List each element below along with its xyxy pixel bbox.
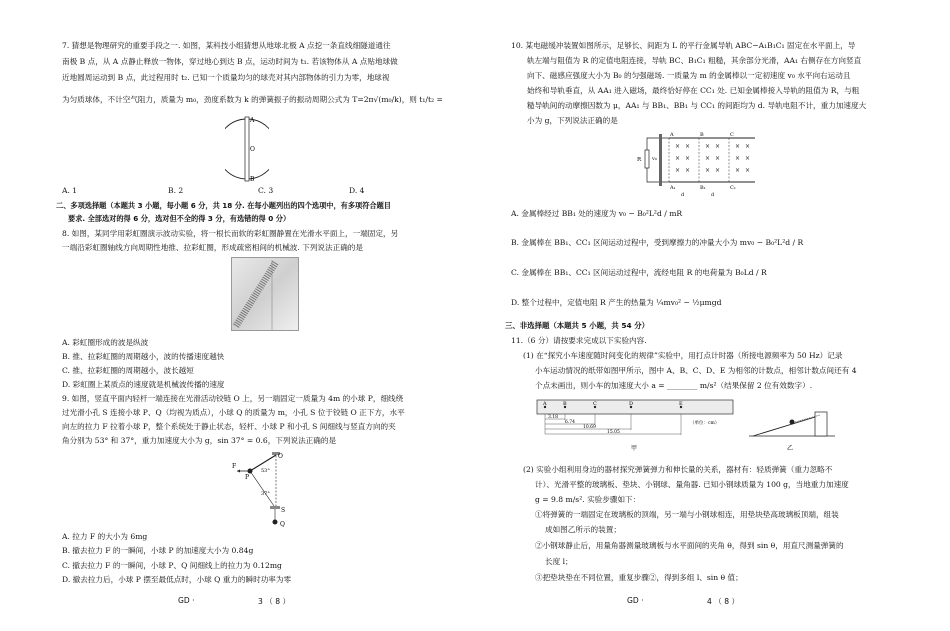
q10-rail-figure: [635, 130, 759, 198]
tape-dist-1: 3.18: [548, 415, 559, 420]
q9-figure: [228, 450, 288, 530]
q11-part2-line-8: ③把垫块垫在不同位置，重复步骤②，得到多组 l、sin θ 值；: [535, 573, 743, 582]
thread: [250, 471, 274, 506]
fig10-label-c1: C₁: [730, 185, 736, 191]
q9-line-1: 9. 如图，竖直平面内轻杆一端连接在光滑活动铰链 O 上，另一端固定一质量为 4m 的小球 P，细线绕: [62, 394, 404, 403]
q7-line-2: 南极 B 点，从 A 点静止释放一物体，穿过地心到达 B 点，运动时间为 t₁. 若该物体从 A 点贴地球做: [62, 57, 398, 66]
q10-line-1: 10. 某电磁缓冲装置如图所示，足够长、间距为 L 的平行金属导轨 ABC−A₁B₁C₁ 固定在水平面上，导: [511, 41, 856, 50]
tape-label-a: A: [543, 401, 547, 407]
q10-line-5: 糙导轨间的动摩擦因数为 μ，AA₁ 与 BB₁、BB₁ 与 CC₁ 的间距均为 d. 导轨电阻不计，重力加速度大: [527, 101, 867, 110]
glass-board: [753, 414, 825, 436]
svg-text:×: ×: [685, 143, 691, 150]
q11-line-4: 个点未画出，则小车的加速度大小 a = ________ m/s²（结果保留 2 位有效数字）.: [535, 381, 813, 390]
svg-text:×: ×: [715, 143, 721, 150]
svg-text:×: ×: [705, 155, 711, 162]
q8-slinky-photo: [231, 257, 299, 331]
fig9-label-s: S: [281, 507, 286, 514]
tape-label-c: C: [593, 401, 597, 407]
q11-part2-line-1: (2) 实验小组利用身边的器材探究弹簧弹力和伸长量的关系，器材有：轻质弹簧（重力忽略不: [523, 465, 833, 474]
svg-text:×: ×: [705, 143, 711, 150]
q10-option-b: B. 金属棒在 BB₁、CC₁ 区间运动过程中，受到摩擦力的冲量大小为 mv₀ − B₀²L²d / R: [511, 238, 804, 247]
q10-line-6: 小为 g，下列说法正确的是: [527, 116, 618, 125]
svg-text:×: ×: [675, 143, 681, 150]
q7-line-3: 近地圆周运动到 B 点，此过程用时 t₂. 已知一个质量均匀的球壳对其内部物体的引力为零，地球视: [62, 73, 390, 82]
fig10-label-c: C: [730, 132, 734, 138]
q9-option-c: C. 撤去拉力 F 的一瞬间，小球 P、Q 间细线上的拉力为 0.12mg: [62, 561, 282, 570]
fig10-label-d2: d: [711, 192, 715, 198]
q7-earth-figure: [225, 113, 269, 183]
q8-line-1: 8. 如图，某同学用彩虹圈演示波动实验，将一根长而软的彩虹圈静置在光滑水平面上，一端固定，另: [62, 229, 399, 238]
svg-text:×: ×: [735, 143, 741, 150]
q9-option-d: D. 撤去拉力后，小球 P 摆至最低点时，小球 Q 重力的瞬时功率为零: [62, 575, 292, 584]
q11-part2-line-7: 长度 l；: [545, 557, 573, 566]
left-footer-page: 3 （ 8 ）: [258, 597, 291, 606]
q7-option-b: B. 2: [168, 186, 184, 195]
svg-text:×: ×: [715, 167, 721, 174]
q7-option-c: C. 3: [258, 186, 274, 195]
q11-part2-line-4: ①将弹簧的一端固定在玻璃板的顶端，另一端与小钢球相连，用垫块垫高玻璃板顶端，组装: [535, 510, 839, 519]
svg-text:×: ×: [715, 155, 721, 162]
q8-line-2: 一端沿彩虹圈轴线方向周期性地推、拉彩虹圈，形成疏密相间的机械波. 下列说法正确的是: [62, 243, 363, 252]
q11-line-1: 11.（6 分）请按要求完成以下实验内容.: [511, 336, 647, 345]
right-footer-page: 4 （ 8 ）: [707, 597, 740, 606]
resistor-r: [645, 150, 649, 168]
q9-line-4: 角分别为 53° 和 37°，重力加速度大小为 g，sin 37° = 0.6，下列说法正确的是: [62, 436, 337, 445]
q9-option-a: A. 拉力 F 的大小为 6mg: [62, 532, 148, 541]
q11-part2-line-6: ②小钢球静止后，用量角器测量玻璃板与水平面间的夹角 θ，得到 sin θ，用直尺测量弹簧的: [535, 541, 844, 550]
fig10-label-a1: A₁: [670, 185, 676, 191]
caption-jia: 甲: [631, 445, 638, 452]
q9-line-2: 过光滑小孔 S 连接小球 P、Q（均视为质点），小球 Q 的质量为 m，小孔 S 位于铰链 O 正下方，水平: [62, 408, 405, 417]
fig7-label-a: A: [250, 117, 255, 124]
q8-option-b: B. 推、拉彩虹圈的周期越小，波的传播速度越快: [62, 352, 225, 361]
pad-block: [815, 412, 827, 436]
q9-option-b: B. 撤去拉力 F 的一瞬间，小球 P 的加速度大小为 0.84g: [62, 546, 254, 555]
right-footer-code: GD ·: [627, 596, 644, 605]
tape-dist-2: 6.74: [565, 420, 576, 425]
section3-header: 三、非选择题（本题共 5 小题，共 54 分）: [505, 321, 649, 330]
tape-label-b: B: [563, 401, 567, 407]
tape-label-d: D: [629, 401, 634, 407]
metal-rod: [659, 134, 662, 186]
fig7-label-o: O: [250, 146, 255, 153]
fig9-label-o: O: [278, 453, 283, 460]
q10-option-c: C. 金属棒在 BB₁、CC₁ 区间运动过程中，流经电阻 R 的电荷量为 B₀Ld / R: [511, 268, 767, 277]
tape-label-e: E: [679, 401, 683, 407]
fig10-label-b1: B₁: [700, 185, 706, 191]
tape-dist-4: 15.05: [607, 430, 620, 435]
svg-text:×: ×: [675, 155, 681, 162]
svg-text:×: ×: [745, 155, 751, 162]
fig10-label-a: A: [670, 132, 674, 138]
q11-figures: [535, 394, 845, 454]
q7-option-d: D. 4: [349, 186, 365, 195]
svg-text:×: ×: [685, 167, 691, 174]
q7-line-4: 为匀质球体，不计空气阻力，质量为 m₀，劲度系数为 k 的弹簧振子的振动周期公式为 T=2π√(m₀/k)，则 t₁/t₂ =: [62, 95, 443, 104]
fig10-label-v0: v₀: [652, 156, 657, 162]
section2-header-2: 要求. 全部选对的得 6 分，选对但不全的得 3 分，有选错的得 0 分）: [68, 214, 291, 223]
q10-line-4: 始终和导轨垂直，从 AA₁ 进入磁场，最终恰好停在 CC₁ 处. 已知金属棒接入导轨的阻值为 R，与粗: [527, 86, 860, 95]
q10-option-a: A. 金属棒经过 BB₁ 处的速度为 v₀ − B₀²L²d / mR: [511, 209, 683, 218]
fig9-label-37: 37°: [261, 491, 270, 497]
fig9-label-p: P: [245, 474, 250, 481]
q11-part2-line-2: 计）、光滑平整的玻璃板、垫块、小钢球、量角器. 已知小钢球质量为 100 g，当地重力加速度: [535, 480, 849, 489]
q8-option-c: C. 推、拉彩虹圈的周期越小，波长越短: [62, 366, 194, 375]
fig9-label-53: 53°: [261, 468, 270, 474]
section2-header-1: 二、多项选择题（本题共 3 小题，每小题 6 分，共 18 分. 在每小题列出的四个选项中，有多项符合题目: [56, 201, 391, 210]
q10-line-3: 向下、磁感应强度大小为 B₀ 的匀强磁场. 一质量为 m 的金属棒以一定初速度 v₀ 水平向右运动且: [527, 71, 851, 80]
q11-line-3: 小车运动情况的纸带如图甲所示，图中 A、B、C、D、E 为相邻的计数点，相邻计数点间还有 4: [535, 366, 857, 375]
left-footer-code: GD ·: [178, 596, 195, 605]
tape-dist-3: 10.69: [583, 425, 596, 430]
svg-text:×: ×: [705, 167, 711, 174]
tunnel: [245, 117, 249, 181]
right-page: [475, 0, 950, 631]
fig10-label-b: B: [700, 132, 704, 138]
svg-text:×: ×: [675, 167, 681, 174]
fig9-label-q: Q: [280, 521, 285, 528]
q7-line-1: 7. 猜想是物理研究的重要手段之一. 如图，某科技小组猜想从地球北极 A 点挖一条直线细隧道通往: [62, 41, 391, 50]
q11-part2-line-5: 成如图乙所示的装置；: [545, 525, 621, 534]
q8-option-a: A. 彩虹圈形成的波是纵波: [62, 338, 149, 347]
tape-unit: （单位：cm）: [690, 421, 720, 426]
q7-option-a: A. 1: [62, 186, 78, 195]
field-crosses: [675, 143, 750, 174]
fig9-label-f: F: [232, 463, 237, 470]
q8-option-d: D. 彩虹圈上某质点的速度就是机械波传播的速度: [62, 380, 225, 389]
q11-line-2: (1) 在“探究小车速度随时间变化的规律”实验中，用打点计时器（所接电源频率为 50 Hz）记录: [523, 351, 843, 360]
q10-option-d: D. 整个过程中，定值电阻 R 产生的热量为 ¼mv₀² − ½μmgd: [511, 298, 722, 307]
svg-text:×: ×: [745, 167, 751, 174]
q11-part2-line-3: g = 9.8 m/s². 实验步骤如下：: [535, 495, 641, 504]
svg-text:×: ×: [735, 155, 741, 162]
svg-text:×: ×: [735, 167, 741, 174]
steel-ball: [790, 420, 795, 425]
svg-text:×: ×: [685, 155, 691, 162]
hole-s: [270, 506, 280, 509]
q9-line-3: 向左的拉力 F 拉着小球 P，整个系统处于静止状态，轻杆、小球 P 和小孔 S 间细线与竖直方向的夹: [62, 422, 396, 431]
ball-q: [273, 520, 278, 525]
caption-yi: 乙: [787, 445, 794, 452]
fig10-label-r: R: [637, 157, 642, 163]
slinky-drawing: [232, 258, 298, 330]
q10-line-2: 轨左端与阻值为 R 的定值电阻连接，导轨 BC、B₁C₁ 粗糙，其余部分光滑，AA₁ 右侧存在方向竖直: [527, 56, 862, 65]
fig7-label-b: B: [250, 176, 255, 183]
fig10-label-d1: d: [681, 192, 685, 198]
svg-text:×: ×: [745, 143, 751, 150]
